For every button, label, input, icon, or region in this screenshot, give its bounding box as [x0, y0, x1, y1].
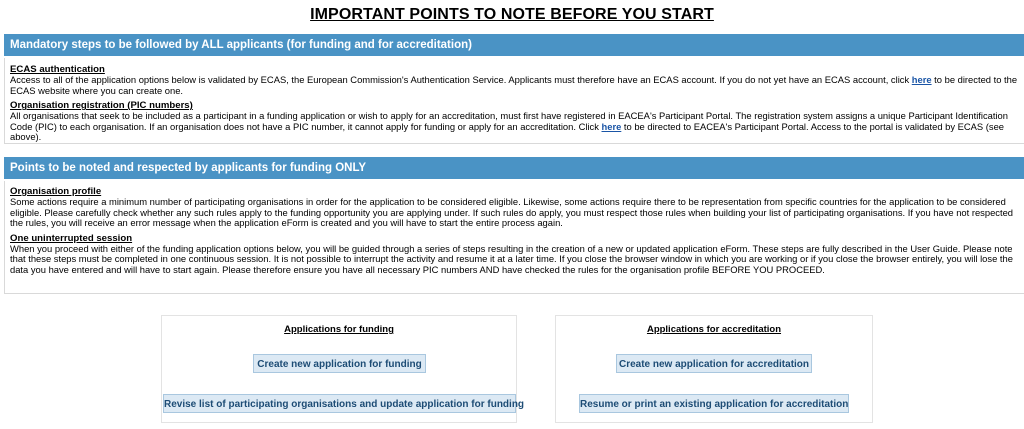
text-segment: Access to all of the application options below is validated by ECAS, the European Commission's Authentication Service. Applicants must therefore have an ECAS account. If you do not yet have an ECAS account, click	[10, 74, 912, 85]
text-segment: to be directed to EACEA's Participant Portal. Access to the portal is validated by ECAS (see above).	[10, 120, 1005, 143]
item-text: Some actions require a minimum number of participating organisations in order for the application to be considered eligible. Likewise, some actions require there to be representation from specific countries for the application to be considered eligible. Please carefully check whether any such rules apply to the funding opportunity you are applying under. If such rules do apply, you must respect those rules when building your list of participating organisations. If you have not respected the rules, you will receive an error message when the application eForm is created and you will have to start the entire process again.	[10, 196, 1014, 229]
item-organisation-registration	[10, 100, 1020, 143]
section-body-mandatory	[4, 58, 1024, 144]
item-text	[10, 111, 1020, 143]
funding-heading: Applications for funding	[284, 324, 394, 335]
funding-applications-panel	[161, 315, 525, 423]
item-title: Organisation registration (PIC numbers)	[10, 100, 193, 112]
accreditation-applications-panel	[555, 315, 873, 423]
section-header-mandatory: Mandatory steps to be followed by ALL applicants (for funding and for accreditation)	[4, 34, 1024, 56]
page-title: IMPORTANT POINTS TO NOTE BEFORE YOU START	[310, 6, 714, 23]
item-title: One uninterrupted session	[10, 232, 133, 244]
item-uninterrupted-session	[10, 233, 1020, 276]
ecas-here-link[interactable]: here	[911, 74, 932, 85]
resume-accreditation-application-button[interactable]: Resume or print an existing application for accreditation	[579, 394, 849, 413]
create-funding-application-button[interactable]: Create new application for funding	[253, 354, 426, 373]
item-organisation-profile	[10, 186, 1020, 229]
section-header-funding-only: Points to be noted and respected by applicants for funding ONLY	[4, 157, 1024, 179]
item-title: ECAS authentication	[10, 64, 105, 75]
item-ecas-authentication	[10, 64, 1020, 96]
section-body-funding-only	[4, 181, 1024, 294]
item-title: Organisation profile	[10, 186, 102, 197]
text-segment: to be directed to the ECAS website where you can create one.	[10, 74, 1018, 96]
accreditation-heading: Applications for accreditation	[646, 324, 782, 335]
create-accreditation-application-button[interactable]: Create new application for accreditation	[616, 354, 812, 373]
item-text: When you proceed with either of the funding application options below, you will be guided through a series of steps resulting in the creation of a new or updated application eForm. These steps are fully described in the User Guide. Please note that these steps must be completed in one continuous session. It is not possible to interrupt the activity and resume it at a later time. If you close the browser window in which you are working or if you close the browser entirely, you will lose the data you have entered and will have to start again. Please therefore ensure you have all necessary PIC numbers AND have checked the rules for the organisation profile BEFORE YOU PROCEED.	[10, 242, 1013, 275]
participant-portal-here-link[interactable]: here	[601, 120, 622, 132]
item-text	[10, 75, 1020, 96]
text-segment: All organisations that seek to be included as a participant in a funding application or wish to apply for an accreditation, must first have registered in EACEA's Participant Portal. The registration system assigns a unique Participant Identification Code (PIC) to each organisation. If an organisation does not have a PIC number, it cannot apply for funding or apply for an accreditation. Click	[10, 110, 1008, 132]
revise-funding-application-button[interactable]: Revise list of participating organisations and update application for funding	[163, 394, 516, 413]
